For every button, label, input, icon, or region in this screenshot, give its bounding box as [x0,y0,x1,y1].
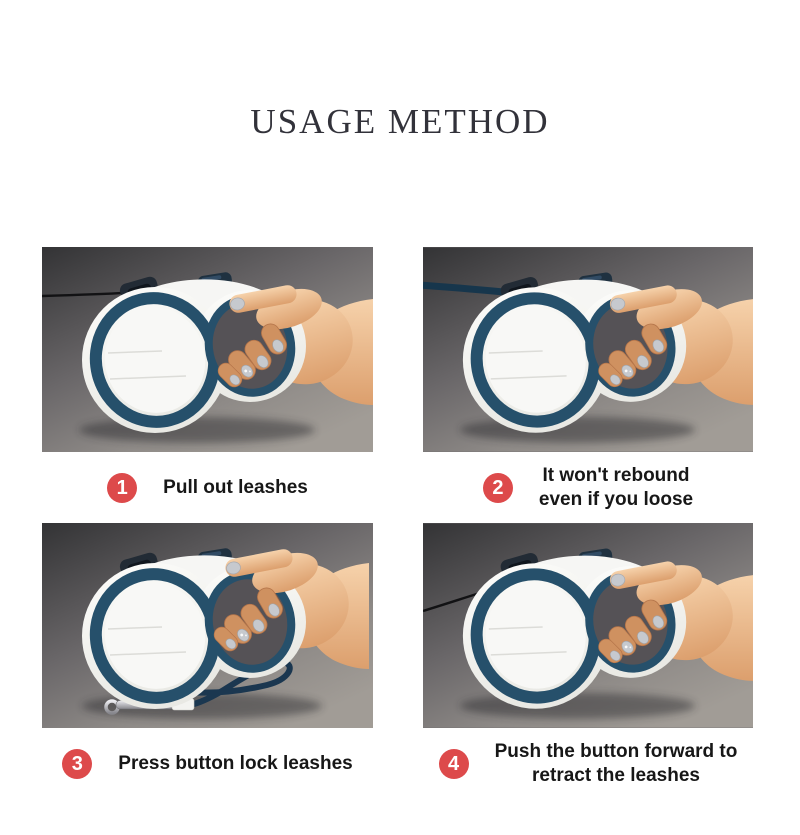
step-1-caption-row [42,452,373,523]
ground-shadow [79,417,315,443]
step-3-caption-row [42,728,373,799]
ground-shadow [460,693,695,719]
photo-frame-step3 [42,523,373,728]
step-3 [42,523,373,799]
photo-frame-step2 [423,247,753,452]
step-2-caption-row [423,452,753,523]
caption-line: retract the leashes [532,764,700,786]
step-4 [423,523,753,799]
caption-line: Press button lock leashes [118,752,353,774]
step-badge-3: 3 [62,749,92,779]
step-1 [42,247,373,523]
step-badge-4: 4 [439,749,469,779]
ground-shadow [460,417,695,443]
step-2-caption [539,464,693,512]
step-badge-1: 1 [107,473,137,503]
photo-frame-step4 [423,523,753,728]
caption-line: Pull out leashes [163,476,308,498]
caption-line: Push the button forward to [494,740,738,762]
leash-photo-step1-pull-out [42,247,373,452]
step-1-caption [163,476,308,500]
caption-line: It won't rebound [542,464,690,486]
page-title: USAGE METHOD [250,102,550,141]
step-4-caption [495,740,738,788]
step-3-caption [118,752,352,776]
caption-line: even if you loose [538,488,694,510]
leash-photo-step2-no-rebound [423,247,753,452]
steps-grid [0,247,800,799]
leash-photo-step3-lock [42,523,373,728]
step-badge-2: 2 [483,473,513,503]
step-2 [423,247,753,523]
photo-frame-step1 [42,247,373,452]
step-4-caption-row [423,728,753,799]
leash-photo-step4-retract [423,523,753,728]
